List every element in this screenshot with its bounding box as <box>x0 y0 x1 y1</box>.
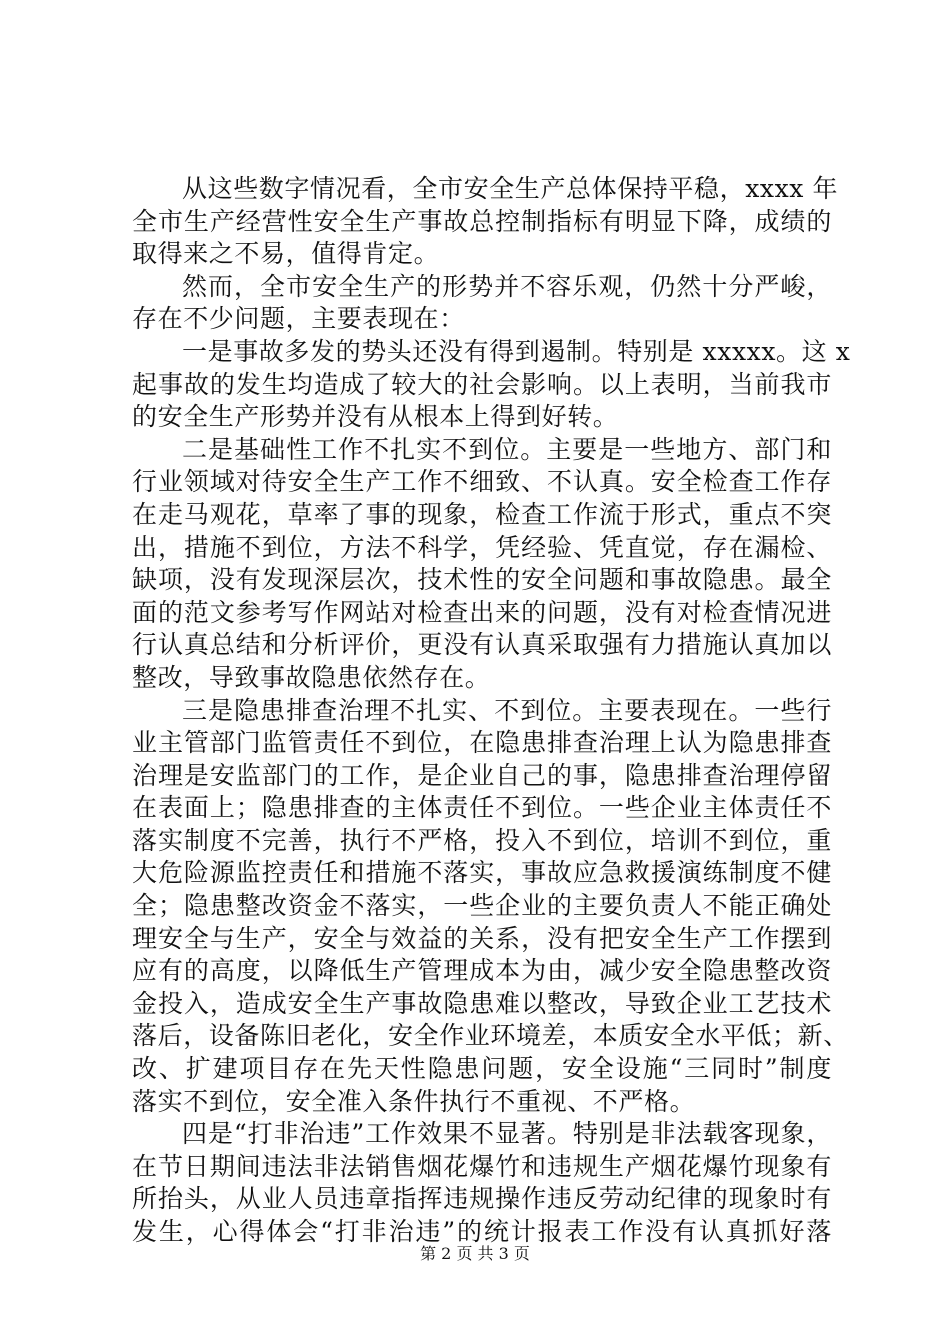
text-line: 全市生产经营性安全生产事故总控制指标有明显下降，成绩的 <box>132 206 832 236</box>
text-line: 面的范文参考写作网站对检查出来的问题，没有对检查情况进 <box>132 597 832 627</box>
text-line: 大危险源监控责任和措施不落实，事故应急救援演练制度不健 <box>132 858 832 888</box>
text-line: 所抬头，从业人员违章指挥违规操作违反劳动纪律的现象时有 <box>132 1184 832 1214</box>
text-line: 业主管部门监管责任不到位，在隐患排查治理上认为隐患排查 <box>132 728 832 758</box>
paragraph <box>132 1118 832 1248</box>
text-line: 落后，设备陈旧老化，安全作业环境差，本质安全水平低；新、 <box>132 1021 849 1051</box>
text-line: 在走马观花，草率了事的现象，检查工作流于形式，重点不突 <box>132 499 832 529</box>
text-line: 存在不少问题，主要表现在： <box>132 304 465 334</box>
text-line: 取得来之不易，值得肯定。 <box>132 239 440 269</box>
text-line: 落实不到位，安全准入条件执行不重视、不严格。 <box>132 1086 696 1116</box>
text-line: 出，措施不到位，方法不科学，凭经验、凭直觉，存在漏检、 <box>132 532 832 562</box>
text-line: 金投入，造成安全生产事故隐患难以整改，导致企业工艺技术 <box>132 988 832 1018</box>
text-line: 理安全与生产，安全与效益的关系，没有把安全生产工作摆到 <box>132 923 832 953</box>
text-line: 二是基础性工作不扎实不到位。主要是一些地方、部门和 <box>182 434 832 464</box>
text-line: 治理是安监部门的工作，是企业自己的事，隐患排查治理停留 <box>132 760 832 790</box>
text-line: 的安全生产形势并没有从根本上得到好转。 <box>132 402 619 432</box>
text-line: 然而，全市安全生产的形势并不容乐观，仍然十分严峻， <box>182 271 832 301</box>
text-line: 在表面上；隐患排查的主体责任不到位。一些企业主体责任不 <box>132 793 832 823</box>
text-line: 缺项，没有发现深层次，技术性的安全问题和事故隐患。最全 <box>132 565 832 595</box>
text-line: 三是隐患排查治理不扎实、不到位。主要表现在。一些行 <box>182 695 832 725</box>
paragraph <box>132 271 832 336</box>
text-line: 从这些数字情况看，全市安全生产总体保持平稳，xxxx 年 <box>182 174 839 203</box>
paragraph <box>132 173 839 271</box>
text-line: 发生，心得体会“打非治违”的统计报表工作没有认真抓好落 <box>132 1217 832 1246</box>
text-line: 全；隐患整改资金不落实，一些企业的主要负责人不能正确处 <box>132 891 832 921</box>
document-body <box>132 173 851 1249</box>
paragraph <box>132 695 849 1119</box>
text-line: 一是事故多发的势头还没有得到遏制。特别是 xxxxx。这 x <box>182 336 851 366</box>
text-line: 落实制度不完善，执行不严格，投入不到位，培训不到位，重 <box>132 825 832 855</box>
paragraph <box>132 434 832 695</box>
text-line: 应有的高度，以降低生产管理成本为由，减少安全隐患整改资 <box>132 956 832 986</box>
text-line: 四是“打非治违”工作效果不显著。特别是非法载客现象， <box>182 1119 832 1149</box>
paragraph <box>132 336 851 434</box>
page-footer: 第 2 页 共 3 页 <box>420 1244 530 1263</box>
text-line: 在节日期间违法非法销售烟花爆竹和违规生产烟花爆竹现象有 <box>132 1151 832 1181</box>
text-line: 整改，导致事故隐患依然存在。 <box>132 662 491 692</box>
text-line: 行认真总结和分析评价，更没有认真采取强有力措施认真加以 <box>132 630 832 660</box>
text-line: 行业领域对待安全生产工作不细致、不认真。安全检查工作存 <box>132 467 832 497</box>
text-line: 起事故的发生均造成了较大的社会影响。以上表明，当前我市 <box>132 369 832 399</box>
text-line: 改、扩建项目存在先天性隐患问题，安全设施“三同时”制度 <box>132 1054 832 1084</box>
